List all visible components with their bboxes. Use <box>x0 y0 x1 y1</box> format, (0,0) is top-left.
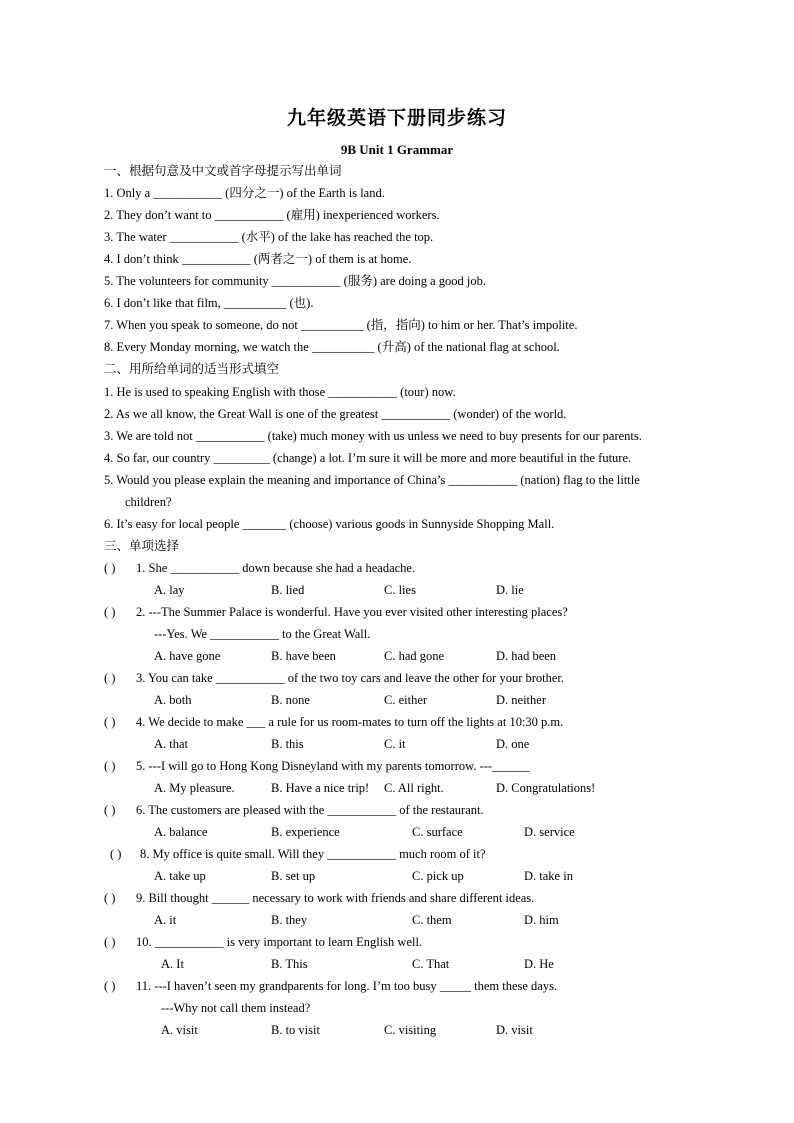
option-d: D. Congratulations! <box>496 781 596 795</box>
section2-item: 3. We are told not ___________ (take) much money with us unless we need to buy presents for our parents. <box>104 429 642 443</box>
option-a: A. it <box>154 913 177 927</box>
section2-item: 2. As we all know, the Great Wall is one of the greatest ___________ (wonder) of the world. <box>104 407 567 421</box>
option-d: D. neither <box>496 693 546 707</box>
answer-paren: ( ) <box>104 803 116 817</box>
option-a: A. both <box>154 693 192 707</box>
question-stem: 2. ---The Summer Palace is wonderful. Have you ever visited other interesting places? <box>136 605 568 619</box>
question-stem: 6. The customers are pleased with the ___________ of the restaurant. <box>136 803 484 817</box>
question-stem: 8. My office is quite small. Will they ___________ much room of it? <box>140 847 486 861</box>
option-d: D. take in <box>524 869 573 883</box>
option-d: D. He <box>524 957 554 971</box>
section1-item: 8. Every Monday morning, we watch the __________ (升高) of the national flag at school. <box>104 340 560 354</box>
option-d: D. visit <box>496 1023 533 1037</box>
option-c: C. either <box>384 693 428 707</box>
option-c: C. surface <box>412 825 463 839</box>
section3-heading: 三、单项选择 <box>104 538 180 553</box>
option-a: A. visit <box>161 1023 198 1037</box>
section1-item: 2. They don’t want to ___________ (雇用) inexperienced workers. <box>104 208 440 222</box>
question-stem: 5. ---I will go to Hong Kong Disneyland with my parents tomorrow. ---______ <box>136 759 530 773</box>
question-stem: 3. You can take ___________ of the two toy cars and leave the other for your brother. <box>136 671 565 685</box>
option-d: D. had been <box>496 649 557 663</box>
question-stem: 4. We decide to make ___ a rule for us room-mates to turn off the lights at 10:30 p.m. <box>136 715 564 729</box>
section1-item: 7. When you speak to someone, do not __________ (指，指向) to him or her. That’s impolite. <box>104 318 578 332</box>
section2-item-continuation: children? <box>125 495 172 509</box>
option-c: C. pick up <box>412 869 464 883</box>
option-c: C. them <box>412 913 452 927</box>
page-title: 九年级英语下册同步练习 <box>286 107 507 129</box>
option-d: D. one <box>496 737 530 751</box>
section1-item: 6. I don’t like that film, __________ (也). <box>104 296 314 310</box>
option-c: C. lies <box>384 583 416 597</box>
question-stem-2: ---Yes. We ___________ to the Great Wall. <box>154 627 371 641</box>
option-a: A. take up <box>154 869 206 883</box>
section1-item: 4. I don’t think ___________ (两者之一) of them is at home. <box>104 252 412 266</box>
option-b: B. Have a nice trip! <box>271 781 370 795</box>
section1-heading: 一、根据句意及中文或首字母提示写出单词 <box>104 163 342 178</box>
option-c: C. That <box>412 957 450 971</box>
option-d: D. him <box>524 913 559 927</box>
option-a: A. balance <box>154 825 208 839</box>
question-stem: 10. ___________ is very important to learn English well. <box>136 935 423 949</box>
option-a: A. lay <box>154 583 185 597</box>
option-b: B. this <box>271 737 304 751</box>
option-a: A. It <box>161 957 184 971</box>
answer-paren: ( ) <box>104 979 116 993</box>
answer-paren: ( ) <box>104 759 116 773</box>
option-d: D. lie <box>496 583 524 597</box>
section2-item: 4. So far, our country _________ (change) a lot. I’m sure it will be more and more beautiful in the future. <box>104 451 632 465</box>
question-stem-2: ---Why not call them instead? <box>161 1001 311 1015</box>
option-c: C. All right. <box>384 781 444 795</box>
option-c: C. visiting <box>384 1023 437 1037</box>
page-subtitle: 9B Unit 1 Grammar <box>340 142 454 157</box>
answer-paren: ( ) <box>104 715 116 729</box>
option-b: B. none <box>271 693 310 707</box>
answer-paren: ( ) <box>104 605 116 619</box>
section2-item: 6. It’s easy for local people _______ (choose) various goods in Sunnyside Shopping Mall. <box>104 517 555 531</box>
answer-paren: ( ) <box>104 935 116 949</box>
option-d: D. service <box>524 825 575 839</box>
option-c: C. had gone <box>384 649 445 663</box>
answer-paren: ( ) <box>104 891 116 905</box>
question-stem: 1. She ___________ down because she had a headache. <box>136 561 416 575</box>
answer-paren: ( ) <box>104 671 116 685</box>
question-stem: 9. Bill thought ______ necessary to work with friends and share different ideas. <box>136 891 535 905</box>
option-b: B. have been <box>271 649 336 663</box>
answer-paren: ( ) <box>110 847 122 861</box>
section2-item: 5. Would you please explain the meaning and importance of China’s ___________ (nation) flag to the little <box>104 473 640 487</box>
option-b: B. This <box>271 957 308 971</box>
section1-item: 1. Only a ___________ (四分之一) of the Earth is land. <box>104 186 385 200</box>
section2-heading: 二、用所给单词的适当形式填空 <box>104 361 280 376</box>
option-a: A. My pleasure. <box>154 781 235 795</box>
option-b: B. they <box>271 913 308 927</box>
option-a: A. that <box>154 737 189 751</box>
option-b: B. experience <box>271 825 340 839</box>
section1-item: 5. The volunteers for community ___________ (服务) are doing a good job. <box>104 274 486 288</box>
option-b: B. set up <box>271 869 316 883</box>
section2-item: 1. He is used to speaking English with those ___________ (tour) now. <box>104 385 456 399</box>
answer-paren: ( ) <box>104 561 116 575</box>
section1-item: 3. The water ___________ (水平) of the lake has reached the top. <box>104 230 434 244</box>
option-b: B. lied <box>271 583 305 597</box>
question-stem: 11. ---I haven’t seen my grandparents for long. I’m too busy _____ them these days. <box>136 979 558 993</box>
option-a: A. have gone <box>154 649 221 663</box>
option-b: B. to visit <box>271 1023 320 1037</box>
option-c: C. it <box>384 737 406 751</box>
